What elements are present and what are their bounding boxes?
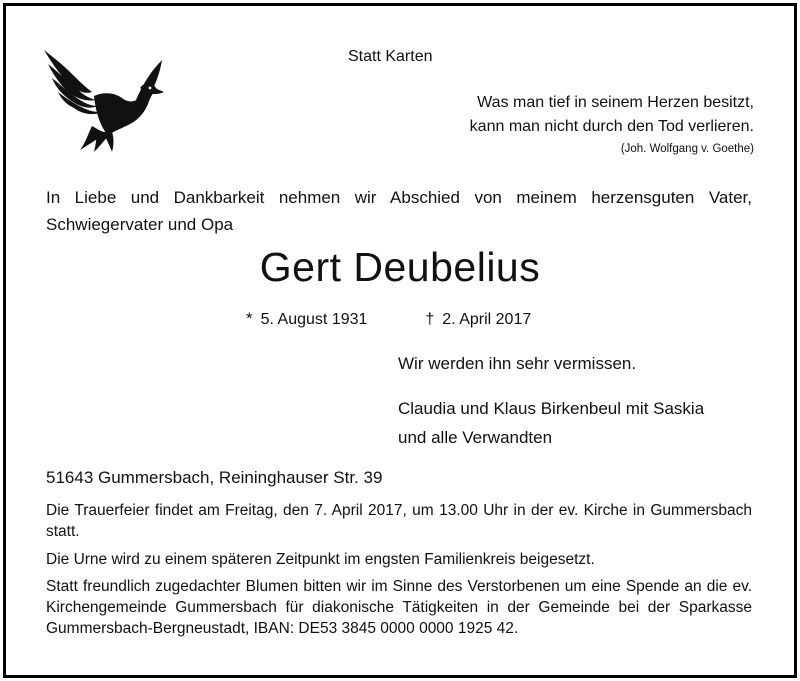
header-statt-karten: Statt Karten	[348, 48, 433, 65]
death-date: 2. April 2017	[442, 311, 532, 328]
quote-block	[470, 91, 754, 139]
deceased-name: Gert Deubelius	[259, 244, 541, 290]
address: 51643 Gummersbach, Reininghauser Str. 39	[46, 468, 383, 487]
urn-paragraph: Die Urne wird zu einem späteren Zeitpunkt im engsten Familienkreis beigesetzt.	[46, 551, 595, 568]
donation-paragraph: Statt freundlich zugedachter Blumen bitten wir im Sinne des Verstorbenen um eine Spende an die ev. Kirchengemeinde Gummersbach für diakonische Tätigkeiten in der Gemeinde bei der Sparkasse Gummersbach-Bergneustadt, IBAN: DE53 3845 0000 0000 1925 42.	[46, 578, 752, 637]
quote-line-1: Was man tief in seinem Herzen besitzt,	[477, 94, 754, 111]
family-names	[398, 394, 704, 452]
death-symbol: †	[425, 311, 435, 328]
quote-line-2: kann man nicht durch den Tod verlieren.	[469, 118, 754, 135]
birth-date: 5. August 1931	[260, 311, 368, 328]
life-dates	[246, 309, 531, 329]
family-line-1: Claudia und Klaus Birkenbeul mit Saskia	[398, 399, 705, 418]
dove-icon	[40, 44, 168, 154]
funeral-paragraph: Die Trauerfeier findet am Freitag, den 7. April 2017, um 13.00 Uhr in der ev. Kirche in Gummersbach statt.	[46, 502, 752, 540]
family-line-2: und alle Verwandten	[398, 428, 553, 447]
quote-source: (Joh. Wolfgang v. Goethe)	[620, 143, 754, 155]
birth-symbol: *	[246, 309, 253, 328]
intro-text: In Liebe und Dankbarkeit nehmen wir Abschied von meinem herzensguten Vater, Schwiegervater und Opa	[46, 188, 752, 234]
miss-line: Wir werden ihn sehr vermissen.	[398, 354, 637, 373]
